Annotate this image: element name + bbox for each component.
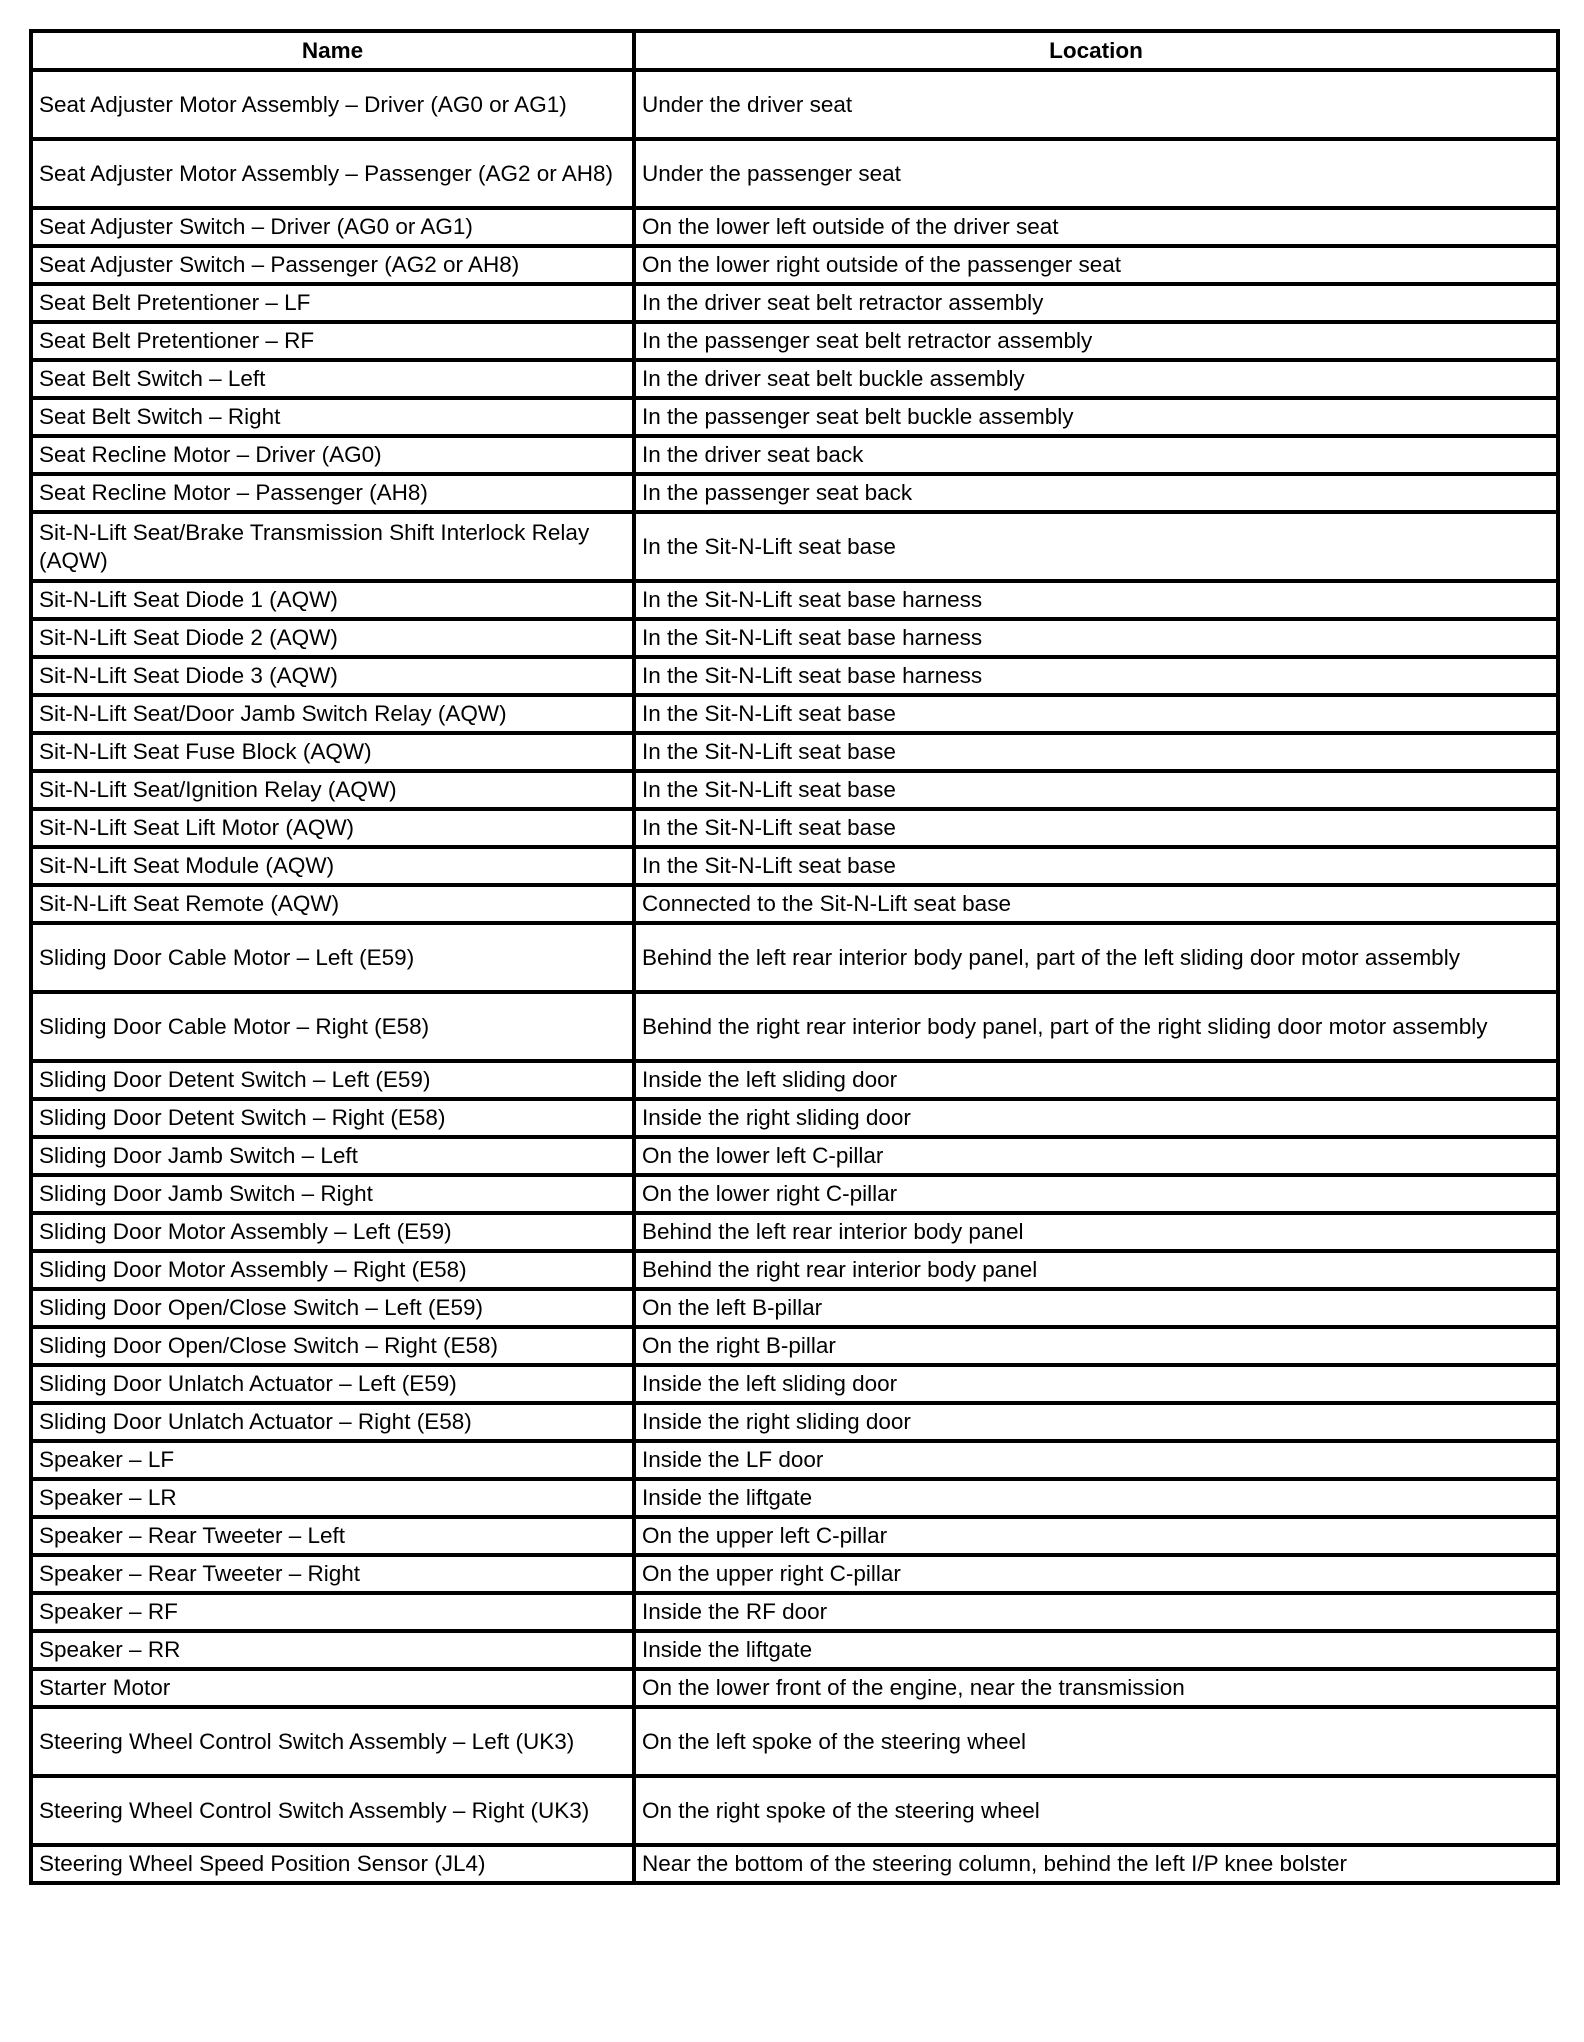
table-row <box>31 1517 1558 1555</box>
location-cell: Inside the liftgate <box>634 1479 1558 1517</box>
name-cell: Seat Adjuster Motor Assembly – Passenger (AG2 or AH8) <box>31 139 634 208</box>
location-cell: In the Sit-N-Lift seat base <box>634 847 1558 885</box>
name-cell: Sliding Door Open/Close Switch – Left (E59) <box>31 1289 634 1327</box>
location-cell: In the Sit-N-Lift seat base <box>634 695 1558 733</box>
table-row <box>31 284 1558 322</box>
name-cell: Sliding Door Detent Switch – Left (E59) <box>31 1061 634 1099</box>
column-header-location: Location <box>634 31 1558 70</box>
table-row <box>31 474 1558 512</box>
name-cell: Sit-N-Lift Seat Diode 3 (AQW) <box>31 657 634 695</box>
name-cell: Sliding Door Motor Assembly – Right (E58) <box>31 1251 634 1289</box>
location-cell: On the lower right outside of the passenger seat <box>634 246 1558 284</box>
location-cell: On the lower left C-pillar <box>634 1137 1558 1175</box>
location-cell: In the passenger seat belt buckle assembly <box>634 398 1558 436</box>
name-cell: Seat Recline Motor – Passenger (AH8) <box>31 474 634 512</box>
name-cell: Sliding Door Unlatch Actuator – Left (E59) <box>31 1365 634 1403</box>
location-cell: Behind the left rear interior body panel, part of the left sliding door motor assembly <box>634 923 1558 992</box>
location-cell: Inside the left sliding door <box>634 1061 1558 1099</box>
location-cell: On the lower front of the engine, near the transmission <box>634 1669 1558 1707</box>
column-header-name: Name <box>31 31 634 70</box>
location-cell: In the Sit-N-Lift seat base harness <box>634 657 1558 695</box>
location-cell: Inside the right sliding door <box>634 1099 1558 1137</box>
table-row <box>31 619 1558 657</box>
name-cell: Speaker – RR <box>31 1631 634 1669</box>
name-cell: Seat Adjuster Switch – Driver (AG0 or AG1) <box>31 208 634 246</box>
name-cell: Sliding Door Open/Close Switch – Right (E58) <box>31 1327 634 1365</box>
name-cell: Speaker – LR <box>31 1479 634 1517</box>
location-cell: On the left spoke of the steering wheel <box>634 1707 1558 1776</box>
name-cell: Sliding Door Motor Assembly – Left (E59) <box>31 1213 634 1251</box>
table-row <box>31 809 1558 847</box>
table-row <box>31 1175 1558 1213</box>
location-cell: On the lower left outside of the driver seat <box>634 208 1558 246</box>
table-row <box>31 1403 1558 1441</box>
table-row <box>31 246 1558 284</box>
location-cell: On the upper left C-pillar <box>634 1517 1558 1555</box>
name-cell: Sit-N-Lift Seat Fuse Block (AQW) <box>31 733 634 771</box>
component-location-table <box>29 29 1560 1885</box>
location-cell: On the upper right C-pillar <box>634 1555 1558 1593</box>
table-row <box>31 512 1558 581</box>
table-row <box>31 1137 1558 1175</box>
location-cell: Under the driver seat <box>634 70 1558 139</box>
location-cell: In the driver seat back <box>634 436 1558 474</box>
header-row <box>31 31 1558 70</box>
location-cell: In the driver seat belt retractor assembly <box>634 284 1558 322</box>
table-row <box>31 208 1558 246</box>
table-row <box>31 992 1558 1061</box>
table-row <box>31 847 1558 885</box>
name-cell: Seat Belt Pretentioner – RF <box>31 322 634 360</box>
name-cell: Speaker – RF <box>31 1593 634 1631</box>
table-header <box>31 31 1558 70</box>
name-cell: Seat Recline Motor – Driver (AG0) <box>31 436 634 474</box>
name-cell: Sit-N-Lift Seat/Door Jamb Switch Relay (AQW) <box>31 695 634 733</box>
name-cell: Sliding Door Jamb Switch – Left <box>31 1137 634 1175</box>
name-cell: Steering Wheel Control Switch Assembly – Right (UK3) <box>31 1776 634 1845</box>
component-location-table-wrapper <box>29 29 1556 1885</box>
table-row <box>31 1365 1558 1403</box>
name-cell: Sit-N-Lift Seat Diode 2 (AQW) <box>31 619 634 657</box>
table-row <box>31 771 1558 809</box>
name-cell: Seat Belt Switch – Left <box>31 360 634 398</box>
table-row <box>31 139 1558 208</box>
table-row <box>31 360 1558 398</box>
name-cell: Seat Belt Switch – Right <box>31 398 634 436</box>
table-row <box>31 581 1558 619</box>
name-cell: Sit-N-Lift Seat Lift Motor (AQW) <box>31 809 634 847</box>
table-body <box>31 70 1558 1883</box>
name-cell: Sit-N-Lift Seat/Brake Transmission Shift Interlock Relay (AQW) <box>31 512 634 581</box>
table-row <box>31 1555 1558 1593</box>
table-row <box>31 657 1558 695</box>
location-cell: Behind the right rear interior body panel, part of the right sliding door motor assembly <box>634 992 1558 1061</box>
name-cell: Sliding Door Unlatch Actuator – Right (E58) <box>31 1403 634 1441</box>
location-cell: Inside the right sliding door <box>634 1403 1558 1441</box>
table-row <box>31 1707 1558 1776</box>
table-row <box>31 1669 1558 1707</box>
table-row <box>31 70 1558 139</box>
name-cell: Sliding Door Cable Motor – Right (E58) <box>31 992 634 1061</box>
name-cell: Sliding Door Jamb Switch – Right <box>31 1175 634 1213</box>
table-row <box>31 398 1558 436</box>
location-cell: Behind the left rear interior body panel <box>634 1213 1558 1251</box>
location-cell: Under the passenger seat <box>634 139 1558 208</box>
location-cell: Behind the right rear interior body panel <box>634 1251 1558 1289</box>
table-row <box>31 1289 1558 1327</box>
name-cell: Sit-N-Lift Seat Module (AQW) <box>31 847 634 885</box>
location-cell: In the Sit-N-Lift seat base <box>634 512 1558 581</box>
table-row <box>31 1593 1558 1631</box>
name-cell: Sliding Door Cable Motor – Left (E59) <box>31 923 634 992</box>
location-cell: In the Sit-N-Lift seat base harness <box>634 619 1558 657</box>
table-row <box>31 1845 1558 1883</box>
location-cell: On the left B-pillar <box>634 1289 1558 1327</box>
name-cell: Seat Adjuster Switch – Passenger (AG2 or AH8) <box>31 246 634 284</box>
name-cell: Starter Motor <box>31 1669 634 1707</box>
location-cell: In the Sit-N-Lift seat base <box>634 771 1558 809</box>
table-row <box>31 1776 1558 1845</box>
location-cell: Connected to the Sit-N-Lift seat base <box>634 885 1558 923</box>
table-row <box>31 1327 1558 1365</box>
name-cell: Steering Wheel Control Switch Assembly – Left (UK3) <box>31 1707 634 1776</box>
table-row <box>31 322 1558 360</box>
location-cell: In the passenger seat back <box>634 474 1558 512</box>
location-cell: In the Sit-N-Lift seat base <box>634 809 1558 847</box>
table-row <box>31 923 1558 992</box>
location-cell: In the passenger seat belt retractor assembly <box>634 322 1558 360</box>
table-row <box>31 1441 1558 1479</box>
table-row <box>31 1479 1558 1517</box>
name-cell: Sit-N-Lift Seat Diode 1 (AQW) <box>31 581 634 619</box>
location-cell: Inside the liftgate <box>634 1631 1558 1669</box>
name-cell: Steering Wheel Speed Position Sensor (JL4) <box>31 1845 634 1883</box>
name-cell: Sit-N-Lift Seat Remote (AQW) <box>31 885 634 923</box>
name-cell: Speaker – Rear Tweeter – Left <box>31 1517 634 1555</box>
location-cell: Near the bottom of the steering column, behind the left I/P knee bolster <box>634 1845 1558 1883</box>
location-cell: Inside the RF door <box>634 1593 1558 1631</box>
table-row <box>31 1213 1558 1251</box>
name-cell: Speaker – Rear Tweeter – Right <box>31 1555 634 1593</box>
location-cell: On the right spoke of the steering wheel <box>634 1776 1558 1845</box>
table-row <box>31 1099 1558 1137</box>
table-row <box>31 885 1558 923</box>
name-cell: Speaker – LF <box>31 1441 634 1479</box>
table-row <box>31 1631 1558 1669</box>
location-cell: In the Sit-N-Lift seat base harness <box>634 581 1558 619</box>
name-cell: Sit-N-Lift Seat/Ignition Relay (AQW) <box>31 771 634 809</box>
name-cell: Seat Belt Pretentioner – LF <box>31 284 634 322</box>
location-cell: Inside the left sliding door <box>634 1365 1558 1403</box>
name-cell: Sliding Door Detent Switch – Right (E58) <box>31 1099 634 1137</box>
name-cell: Seat Adjuster Motor Assembly – Driver (AG0 or AG1) <box>31 70 634 139</box>
location-cell: In the driver seat belt buckle assembly <box>634 360 1558 398</box>
location-cell: In the Sit-N-Lift seat base <box>634 733 1558 771</box>
location-cell: Inside the LF door <box>634 1441 1558 1479</box>
location-cell: On the lower right C-pillar <box>634 1175 1558 1213</box>
table-row <box>31 1061 1558 1099</box>
table-row <box>31 1251 1558 1289</box>
location-cell: On the right B-pillar <box>634 1327 1558 1365</box>
table-row <box>31 733 1558 771</box>
table-row <box>31 436 1558 474</box>
table-row <box>31 695 1558 733</box>
